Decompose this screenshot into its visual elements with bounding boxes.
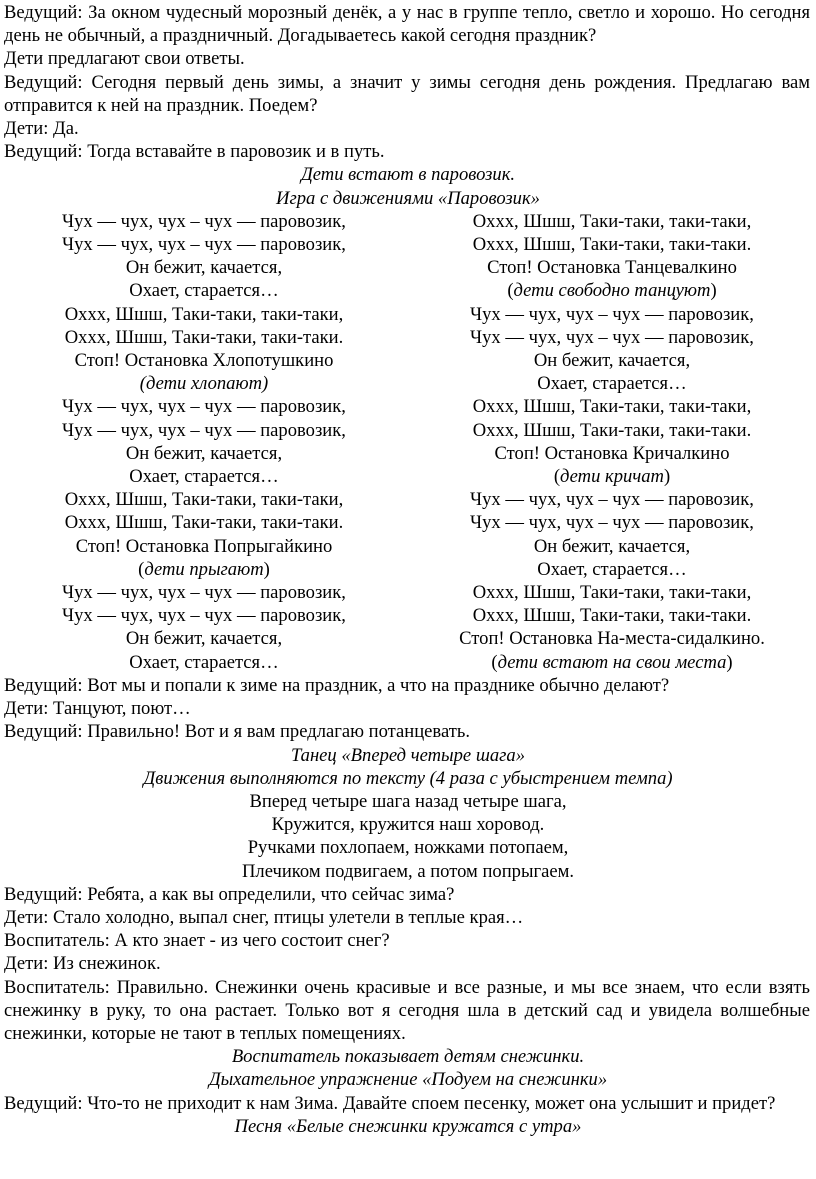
paren-close: ) xyxy=(663,466,671,488)
dialogue-line: Ведущий: Ребята, а как вы определили, что сейчас зима? xyxy=(4,883,455,905)
poem-line: Он бежит, качается, xyxy=(125,442,283,464)
dialogue-line: Воспитатель: Правильно. Снежинки очень красивые и все разные, и мы все знаем, что если взять снежинку в руку, то она растает. Только вот я сегодня шла в детский сад и увидела волшебные снежинки, которые не тают в теплых помещениях. xyxy=(4,976,810,1044)
poem-line: Чух — чух, чух – чух — паровозик, xyxy=(470,489,754,511)
paren-close: ) xyxy=(710,280,717,302)
poem-line: Оххх, Шшш, Таки-таки, таки-таки, xyxy=(472,396,752,418)
poem-right-column xyxy=(408,210,816,674)
verse-line: Ручками похлопаем, ножками потопаем, xyxy=(247,837,569,859)
after-dance-dialogue xyxy=(0,883,816,1045)
paren-open: ( xyxy=(138,558,145,580)
dialogue-line: Ведущий: Правильно! Вот и я вам предлагаю потанцевать. xyxy=(4,721,470,743)
game-title: Игра с движениями «Паровозик» xyxy=(276,187,540,209)
poem-line: Чух — чух, чух – чух — паровозик, xyxy=(62,582,346,604)
dance-note: Движения выполняются по тексту (4 раза с убыстрением темпа) xyxy=(143,767,673,789)
poem-line: Оххх, Шшш, Таки-таки, таки-таки, xyxy=(64,489,344,511)
poem-line: Оххх, Шшш, Таки-таки, таки-таки. xyxy=(472,605,752,627)
dialogue-line: Ведущий: Тогда вставайте в паровозик и в путь. xyxy=(4,141,385,163)
poem-line: Охает, старается… xyxy=(129,280,279,302)
poem-line: Охает, старается… xyxy=(537,558,687,580)
paren-close: ) xyxy=(726,651,733,673)
poem-line: Чух — чух, чух – чух — паровозик, xyxy=(470,512,754,534)
stage-direction: дети кричат xyxy=(560,466,664,488)
poem-line: Чух — чух, чух – чух — паровозик, xyxy=(62,210,346,232)
song-title: Песня «Белые снежинки кружатся с утра» xyxy=(234,1115,582,1137)
verse-line: Вперед четыре шага назад четыре шага, xyxy=(249,790,567,812)
poem-line xyxy=(408,465,816,488)
poem-columns xyxy=(0,210,816,674)
poem-line xyxy=(408,651,816,674)
stage-direction: дети прыгают xyxy=(144,558,264,580)
poem-line: Он бежит, качается, xyxy=(125,628,283,650)
poem-line: Стоп! Остановка Попрыгайкино xyxy=(75,535,333,557)
dialogue-line: Дети предлагают свои ответы. xyxy=(4,48,245,70)
stage-direction: дети свободно танцуют xyxy=(513,280,711,302)
poem-line: Чух — чух, чух – чух — паровозик, xyxy=(62,605,346,627)
dialogue-line: Ведущий: Сегодня первый день зимы, а значит у зимы сегодня день рождения. Предлагаю вам отправится к ней на праздник. Поедем? xyxy=(4,71,810,116)
breathing-exercise-title: Дыхательное упражнение «Подуем на снежинки» xyxy=(208,1069,608,1091)
middle-dialogue xyxy=(0,674,816,744)
verse-line: Кружится, кружится наш хоровод. xyxy=(271,814,545,836)
dialogue-line: Дети: Стало холодно, выпал снег, птицы улетели в теплые края… xyxy=(4,906,524,928)
poem-line: Стоп! Остановка На-места-сидалкино. xyxy=(459,628,765,650)
poem-line: Чух — чух, чух – чух — паровозик, xyxy=(62,419,346,441)
poem-line: Чух — чух, чух – чух — паровозик, xyxy=(62,396,346,418)
intro-dialogue xyxy=(0,1,816,163)
poem-line: Стоп! Остановка Танцевалкино xyxy=(487,257,737,279)
poem-line: Оххх, Шшш, Таки-таки, таки-таки. xyxy=(472,419,752,441)
stage-direction: дети встают на свои места xyxy=(497,651,727,673)
dance-verse xyxy=(0,790,816,883)
dialogue-line: Ведущий: За окном чудесный морозный денёк, а у нас в группе тепло, светло и хорошо. Но сегодня день не обычный, а праздничный. Догадываетесь какой сегодня праздник? xyxy=(4,2,810,47)
poem-line: Он бежит, качается, xyxy=(533,350,691,372)
verse-line: Плечиком подвигаем, а потом попрыгаем. xyxy=(241,860,575,882)
poem-line: Охает, старается… xyxy=(129,651,279,673)
poem-line: Стоп! Остановка Хлопотушкино xyxy=(74,350,334,372)
poem-line: Оххх, Шшш, Таки-таки, таки-таки, xyxy=(472,582,752,604)
stage-direction: Дети встают в паровозик. xyxy=(300,164,516,186)
poem-line: Оххх, Шшш, Таки-таки, таки-таки. xyxy=(472,234,752,256)
poem-line: Чух — чух, чух – чух — паровозик, xyxy=(62,234,346,256)
poem-line: Оххх, Шшш, Таки-таки, таки-таки, xyxy=(472,210,752,232)
poem-line: Чух — чух, чух – чух — паровозик, xyxy=(470,326,754,348)
poem-line xyxy=(408,279,816,302)
paren-open: ( xyxy=(507,280,514,302)
poem-line: Охает, старается… xyxy=(537,373,687,395)
dance-title: Танец «Вперед четыре шага» xyxy=(290,744,525,766)
dialogue-line: Дети: Из снежинок. xyxy=(4,953,161,975)
poem-line: Чух — чух, чух – чух — паровозик, xyxy=(470,303,754,325)
stage-direction: Воспитатель показывает детям снежинки. xyxy=(231,1046,585,1068)
poem-line xyxy=(0,372,408,395)
dialogue-line: Воспитатель: А кто знает - из чего состоит снег? xyxy=(4,930,390,952)
poem-line: Оххх, Шшш, Таки-таки, таки-таки, xyxy=(64,303,344,325)
dialogue-line: Дети: Танцуют, поют… xyxy=(4,698,191,720)
dialogue-line: Ведущий: Что-то не приходит к нам Зима. Давайте споем песенку, может она услышит и придет? xyxy=(4,1092,776,1114)
paren-close: ) xyxy=(263,558,270,580)
poem-line: Он бежит, качается, xyxy=(125,257,283,279)
poem-line: Охает, старается… xyxy=(129,466,279,488)
paren-open: ( xyxy=(491,651,498,673)
dialogue-line: Дети: Да. xyxy=(4,118,79,140)
poem-line xyxy=(0,558,408,581)
poem-line: Оххх, Шшш, Таки-таки, таки-таки. xyxy=(64,512,344,534)
stage-direction: (дети хлопают) xyxy=(139,373,269,395)
poem-line: Оххх, Шшш, Таки-таки, таки-таки. xyxy=(64,326,344,348)
poem-left-column xyxy=(0,210,408,674)
paren-open: ( xyxy=(553,466,561,488)
poem-line: Стоп! Остановка Кричалкино xyxy=(494,442,730,464)
dialogue-line: Ведущий: Вот мы и попали к зиме на праздник, а что на празднике обычно делают? xyxy=(4,674,670,696)
poem-line: Он бежит, качается, xyxy=(533,535,691,557)
